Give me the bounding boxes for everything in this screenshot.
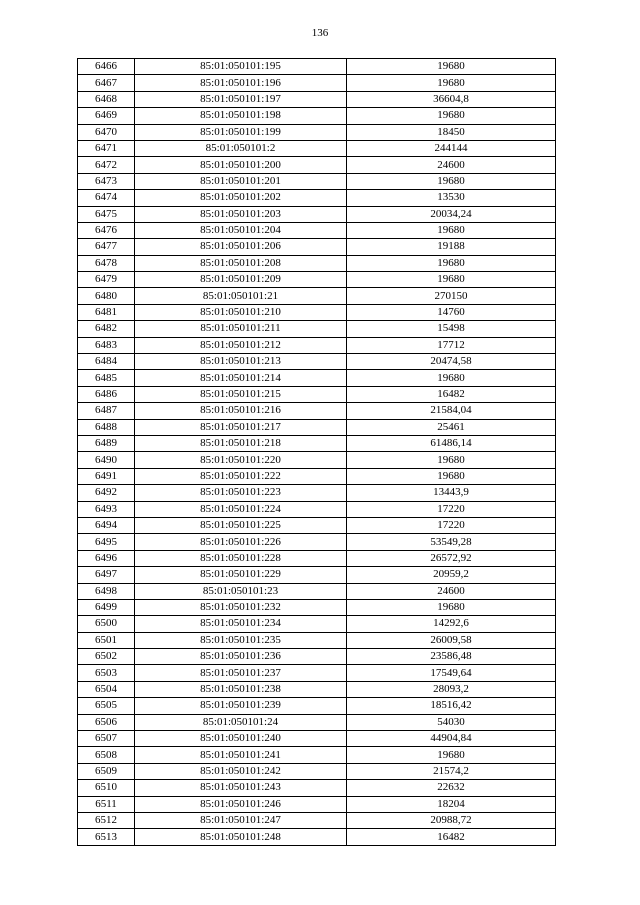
- table-row: [78, 583, 556, 599]
- value-cell: 18204: [347, 796, 556, 812]
- cadastral-number-cell: 85:01:050101:23: [135, 583, 347, 599]
- table-row: [78, 550, 556, 566]
- row-number-cell: 6496: [78, 550, 135, 566]
- row-number-cell: 6477: [78, 239, 135, 255]
- cadastral-number-cell: 85:01:050101:213: [135, 354, 347, 370]
- table-row: [78, 599, 556, 615]
- cadastral-number-cell: 85:01:050101:208: [135, 255, 347, 271]
- value-cell: 20474,58: [347, 354, 556, 370]
- row-number-cell: 6513: [78, 829, 135, 845]
- value-cell: 19680: [347, 108, 556, 124]
- table-row: [78, 829, 556, 845]
- table-row: [78, 403, 556, 419]
- table-row: [78, 108, 556, 124]
- row-number-cell: 6472: [78, 157, 135, 173]
- row-number-cell: 6491: [78, 468, 135, 484]
- value-cell: 26572,92: [347, 550, 556, 566]
- cadastral-number-cell: 85:01:050101:236: [135, 649, 347, 665]
- row-number-cell: 6490: [78, 452, 135, 468]
- value-cell: 19680: [347, 272, 556, 288]
- cadastral-number-cell: 85:01:050101:201: [135, 173, 347, 189]
- value-cell: 19680: [347, 452, 556, 468]
- cadastral-number-cell: 85:01:050101:211: [135, 321, 347, 337]
- table-row: [78, 321, 556, 337]
- table-row: [78, 370, 556, 386]
- cadastral-number-cell: 85:01:050101:216: [135, 403, 347, 419]
- cadastral-number-cell: 85:01:050101:220: [135, 452, 347, 468]
- table-row: [78, 91, 556, 107]
- cadastral-number-cell: 85:01:050101:198: [135, 108, 347, 124]
- table-row: [78, 485, 556, 501]
- value-cell: 19188: [347, 239, 556, 255]
- table-row: [78, 157, 556, 173]
- cadastral-number-cell: 85:01:050101:232: [135, 599, 347, 615]
- row-number-cell: 6483: [78, 337, 135, 353]
- table-row: [78, 681, 556, 697]
- row-number-cell: 6501: [78, 632, 135, 648]
- row-number-cell: 6475: [78, 206, 135, 222]
- row-number-cell: 6471: [78, 140, 135, 156]
- value-cell: 23586,48: [347, 649, 556, 665]
- row-number-cell: 6500: [78, 616, 135, 632]
- value-cell: 13443,9: [347, 485, 556, 501]
- value-cell: 13530: [347, 190, 556, 206]
- cadastral-number-cell: 85:01:050101:248: [135, 829, 347, 845]
- cadastral-number-cell: 85:01:050101:24: [135, 714, 347, 730]
- page-number: 136: [311, 27, 329, 39]
- value-cell: 44904,84: [347, 731, 556, 747]
- row-number-cell: 6509: [78, 763, 135, 779]
- table-row: [78, 796, 556, 812]
- table-row: [78, 534, 556, 550]
- cadastral-number-cell: 85:01:050101:246: [135, 796, 347, 812]
- value-cell: 24600: [347, 157, 556, 173]
- cadastral-number-cell: 85:01:050101:206: [135, 239, 347, 255]
- value-cell: 244144: [347, 140, 556, 156]
- table-row: [78, 435, 556, 451]
- table-row: [78, 567, 556, 583]
- row-number-cell: 6495: [78, 534, 135, 550]
- table-row: [78, 468, 556, 484]
- row-number-cell: 6485: [78, 370, 135, 386]
- row-number-cell: 6504: [78, 681, 135, 697]
- table-body: [78, 59, 556, 846]
- cadastral-number-cell: 85:01:050101:196: [135, 75, 347, 91]
- row-number-cell: 6505: [78, 698, 135, 714]
- value-cell: 36604,8: [347, 91, 556, 107]
- row-number-cell: 6480: [78, 288, 135, 304]
- row-number-cell: 6478: [78, 255, 135, 271]
- value-cell: 17220: [347, 501, 556, 517]
- cadastral-number-cell: 85:01:050101:228: [135, 550, 347, 566]
- row-number-cell: 6486: [78, 386, 135, 402]
- cadastral-number-cell: 85:01:050101:237: [135, 665, 347, 681]
- row-number-cell: 6476: [78, 222, 135, 238]
- value-cell: 24600: [347, 583, 556, 599]
- cadastral-number-cell: 85:01:050101:197: [135, 91, 347, 107]
- cadastral-number-cell: 85:01:050101:240: [135, 731, 347, 747]
- cadastral-number-cell: 85:01:050101:202: [135, 190, 347, 206]
- row-number-cell: 6493: [78, 501, 135, 517]
- row-number-cell: 6494: [78, 517, 135, 533]
- row-number-cell: 6502: [78, 649, 135, 665]
- value-cell: 53549,28: [347, 534, 556, 550]
- table-row: [78, 190, 556, 206]
- row-number-cell: 6473: [78, 173, 135, 189]
- cadastral-number-cell: 85:01:050101:199: [135, 124, 347, 140]
- table-row: [78, 337, 556, 353]
- table-row: [78, 272, 556, 288]
- cadastral-table-container: [77, 58, 555, 846]
- cadastral-number-cell: 85:01:050101:238: [135, 681, 347, 697]
- row-number-cell: 6482: [78, 321, 135, 337]
- value-cell: 19680: [347, 59, 556, 75]
- cadastral-number-cell: 85:01:050101:229: [135, 567, 347, 583]
- table-row: [78, 173, 556, 189]
- value-cell: 18450: [347, 124, 556, 140]
- value-cell: 19680: [347, 599, 556, 615]
- cadastral-number-cell: 85:01:050101:217: [135, 419, 347, 435]
- value-cell: 16482: [347, 386, 556, 402]
- row-number-cell: 6511: [78, 796, 135, 812]
- row-number-cell: 6507: [78, 731, 135, 747]
- value-cell: 54030: [347, 714, 556, 730]
- value-cell: 14292,6: [347, 616, 556, 632]
- cadastral-number-cell: 85:01:050101:239: [135, 698, 347, 714]
- cadastral-number-cell: 85:01:050101:234: [135, 616, 347, 632]
- value-cell: 19680: [347, 255, 556, 271]
- table-row: [78, 632, 556, 648]
- value-cell: 21574,2: [347, 763, 556, 779]
- cadastral-number-cell: 85:01:050101:235: [135, 632, 347, 648]
- table-row: [78, 206, 556, 222]
- value-cell: 22632: [347, 780, 556, 796]
- row-number-cell: 6470: [78, 124, 135, 140]
- table-row: [78, 124, 556, 140]
- row-number-cell: 6484: [78, 354, 135, 370]
- value-cell: 270150: [347, 288, 556, 304]
- table-row: [78, 452, 556, 468]
- value-cell: 21584,04: [347, 403, 556, 419]
- cadastral-number-cell: 85:01:050101:2: [135, 140, 347, 156]
- cadastral-number-cell: 85:01:050101:214: [135, 370, 347, 386]
- table-row: [78, 140, 556, 156]
- cadastral-number-cell: 85:01:050101:21: [135, 288, 347, 304]
- cadastral-number-cell: 85:01:050101:223: [135, 485, 347, 501]
- cadastral-number-cell: 85:01:050101:203: [135, 206, 347, 222]
- row-number-cell: 6506: [78, 714, 135, 730]
- cadastral-number-cell: 85:01:050101:247: [135, 812, 347, 828]
- table-row: [78, 714, 556, 730]
- value-cell: 28093,2: [347, 681, 556, 697]
- row-number-cell: 6466: [78, 59, 135, 75]
- value-cell: 19680: [347, 222, 556, 238]
- value-cell: 20959,2: [347, 567, 556, 583]
- value-cell: 26009,58: [347, 632, 556, 648]
- table-row: [78, 731, 556, 747]
- row-number-cell: 6468: [78, 91, 135, 107]
- row-number-cell: 6479: [78, 272, 135, 288]
- table-row: [78, 59, 556, 75]
- row-number-cell: 6488: [78, 419, 135, 435]
- row-number-cell: 6508: [78, 747, 135, 763]
- cadastral-number-cell: 85:01:050101:243: [135, 780, 347, 796]
- row-number-cell: 6512: [78, 812, 135, 828]
- row-number-cell: 6492: [78, 485, 135, 501]
- row-number-cell: 6474: [78, 190, 135, 206]
- cadastral-number-cell: 85:01:050101:224: [135, 501, 347, 517]
- row-number-cell: 6469: [78, 108, 135, 124]
- table-row: [78, 698, 556, 714]
- value-cell: 18516,42: [347, 698, 556, 714]
- value-cell: 20034,24: [347, 206, 556, 222]
- cadastral-number-cell: 85:01:050101:212: [135, 337, 347, 353]
- cadastral-number-cell: 85:01:050101:209: [135, 272, 347, 288]
- cadastral-number-cell: 85:01:050101:226: [135, 534, 347, 550]
- table-row: [78, 75, 556, 91]
- table-row: [78, 386, 556, 402]
- row-number-cell: 6510: [78, 780, 135, 796]
- row-number-cell: 6503: [78, 665, 135, 681]
- table-row: [78, 304, 556, 320]
- cadastral-number-cell: 85:01:050101:210: [135, 304, 347, 320]
- value-cell: 16482: [347, 829, 556, 845]
- cadastral-number-cell: 85:01:050101:241: [135, 747, 347, 763]
- value-cell: 15498: [347, 321, 556, 337]
- table-row: [78, 255, 556, 271]
- table-row: [78, 501, 556, 517]
- cadastral-number-cell: 85:01:050101:200: [135, 157, 347, 173]
- value-cell: 19680: [347, 468, 556, 484]
- value-cell: 17220: [347, 517, 556, 533]
- cadastral-number-cell: 85:01:050101:242: [135, 763, 347, 779]
- cadastral-number-cell: 85:01:050101:195: [135, 59, 347, 75]
- value-cell: 14760: [347, 304, 556, 320]
- table-row: [78, 763, 556, 779]
- value-cell: 19680: [347, 370, 556, 386]
- cadastral-number-cell: 85:01:050101:222: [135, 468, 347, 484]
- row-number-cell: 6467: [78, 75, 135, 91]
- value-cell: 19680: [347, 75, 556, 91]
- cadastral-number-cell: 85:01:050101:225: [135, 517, 347, 533]
- value-cell: 19680: [347, 173, 556, 189]
- row-number-cell: 6487: [78, 403, 135, 419]
- table-row: [78, 616, 556, 632]
- cadastral-table: [77, 58, 556, 846]
- value-cell: 20988,72: [347, 812, 556, 828]
- table-row: [78, 222, 556, 238]
- table-row: [78, 665, 556, 681]
- cadastral-number-cell: 85:01:050101:204: [135, 222, 347, 238]
- value-cell: 61486,14: [347, 435, 556, 451]
- row-number-cell: 6489: [78, 435, 135, 451]
- row-number-cell: 6481: [78, 304, 135, 320]
- row-number-cell: 6497: [78, 567, 135, 583]
- table-row: [78, 239, 556, 255]
- row-number-cell: 6498: [78, 583, 135, 599]
- table-row: [78, 780, 556, 796]
- value-cell: 25461: [347, 419, 556, 435]
- cadastral-number-cell: 85:01:050101:218: [135, 435, 347, 451]
- row-number-cell: 6499: [78, 599, 135, 615]
- cadastral-number-cell: 85:01:050101:215: [135, 386, 347, 402]
- table-row: [78, 747, 556, 763]
- value-cell: 17712: [347, 337, 556, 353]
- table-row: [78, 517, 556, 533]
- table-row: [78, 649, 556, 665]
- value-cell: 19680: [347, 747, 556, 763]
- table-row: [78, 812, 556, 828]
- table-row: [78, 354, 556, 370]
- table-row: [78, 419, 556, 435]
- value-cell: 17549,64: [347, 665, 556, 681]
- table-row: [78, 288, 556, 304]
